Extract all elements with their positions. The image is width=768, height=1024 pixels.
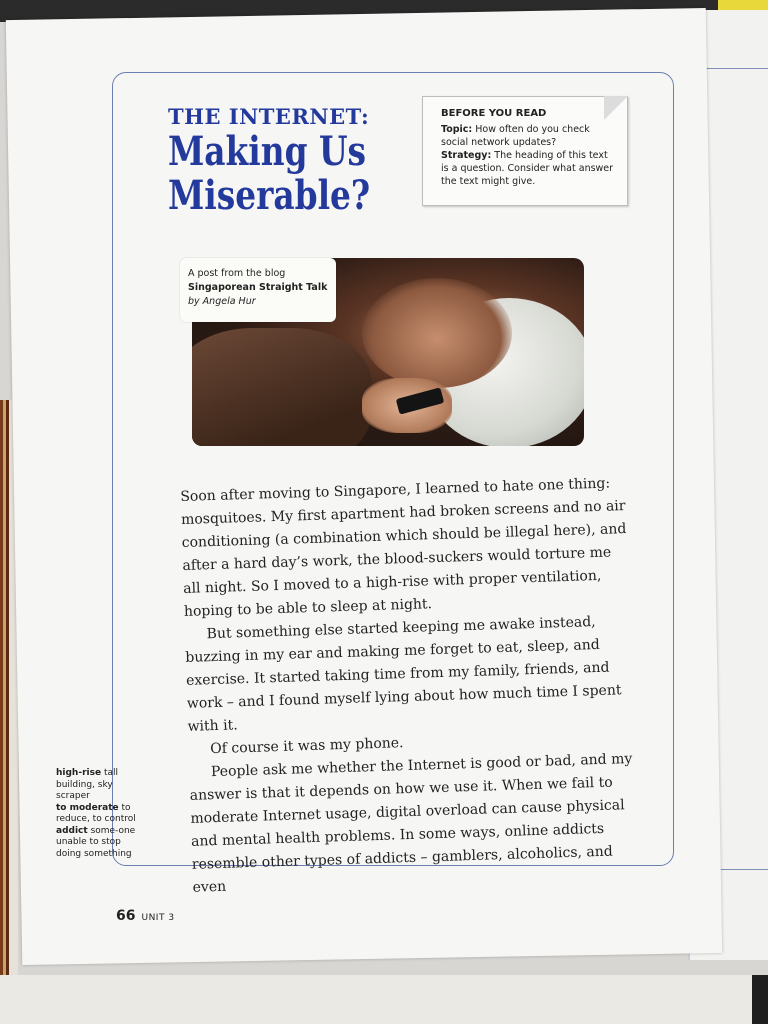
body-paragraph: But something else started keeping me awake instead, buzzing in my ear and making me forget to eat, sleep, and exercise. It started taking time from my family, friends, and work – and I found myself lying about how much time I spent with it. xyxy=(185,614,622,735)
strategy-text: The heading of this text is a question. Consider what answer the text might give. xyxy=(441,150,614,187)
page-footer xyxy=(116,908,175,924)
strategy-label: Strategy: xyxy=(441,150,492,161)
headline-kicker: THE INTERNET: xyxy=(168,104,370,129)
glossary-definition: some-one unable to stop doing something xyxy=(56,825,136,859)
article-body xyxy=(180,472,641,900)
body-paragraph: Of course it was my phone. xyxy=(210,735,404,758)
topic-label: Topic: xyxy=(441,124,473,135)
caption-author: by Angela Hur xyxy=(188,296,256,307)
glossary-term: addict xyxy=(56,825,88,836)
glossary-definition: tall building, sky scraper xyxy=(56,768,118,801)
scanner-edge-yellow xyxy=(718,0,768,10)
before-you-read-note xyxy=(422,96,628,206)
glossary-term: high-rise xyxy=(56,768,102,778)
glossary-term: to moderate xyxy=(56,802,119,813)
photo-blanket xyxy=(192,328,372,446)
glossary-entry xyxy=(56,803,136,826)
glossary-entry xyxy=(56,768,136,803)
topic-text: How often do you check social network updates? xyxy=(441,124,590,148)
glossary-entry xyxy=(56,826,136,861)
photo-caption xyxy=(180,258,336,322)
strategy-line xyxy=(441,149,615,188)
headline-title-line2: Miserable? xyxy=(168,172,371,219)
page-number: 66 xyxy=(116,908,136,924)
photo-face xyxy=(362,278,512,388)
caption-line1: A post from the blog xyxy=(188,268,286,279)
caption-blog-name: Singaporean Straight Talk xyxy=(188,282,328,293)
scanner-edge-bottom xyxy=(0,975,768,1024)
unit-label: UNIT 3 xyxy=(141,913,175,923)
article-headline xyxy=(168,104,448,218)
body-paragraph: Soon after moving to Singapore, I learned to hate one thing: mosquitoes. My first apartment had broken screens and no air conditioning (a combination which should be illegal here), and after a hard day’s work, the blood-suckers would torture me all night. So I moved to a high-rise with proper ventilation, hoping to be able to sleep at night. xyxy=(180,475,627,620)
body-paragraph: People ask me whether the Internet is good or bad, and my answer is that it depends on how we use it. When we fail to moderate Internet usage, digital overload can cause physical and mental health problems. In some ways, online addicts resemble other types of addicts – gamblers, alcoholics, and even xyxy=(189,750,633,896)
topic-line xyxy=(441,123,615,149)
before-you-read-heading: BEFORE YOU READ xyxy=(441,108,547,119)
page-curl-icon xyxy=(604,96,628,120)
glossary xyxy=(56,768,136,860)
scanner-edge-dark xyxy=(752,975,768,1024)
glossary-definition: to reduce, to control xyxy=(56,802,136,824)
headline-title-line1: Making Us xyxy=(168,128,367,175)
